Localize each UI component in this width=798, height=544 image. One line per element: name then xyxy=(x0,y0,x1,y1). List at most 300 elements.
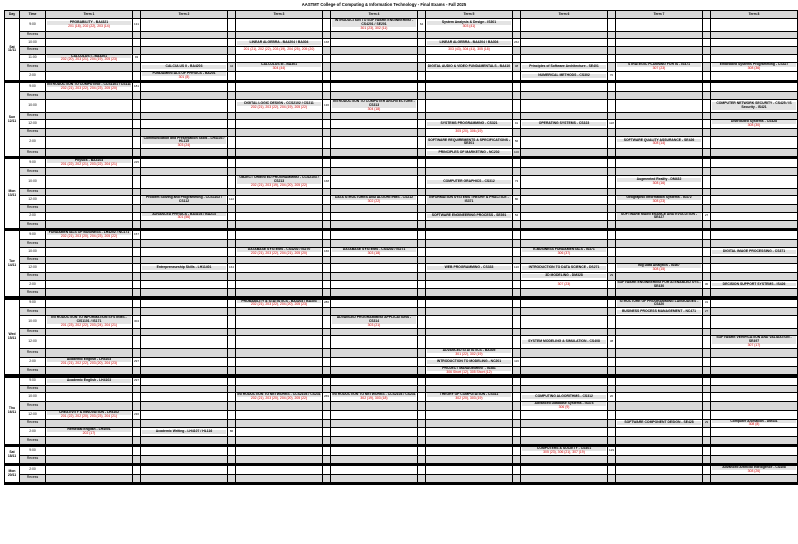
course-name: E-BUSINESS FUNDAMENTALS - IS371 xyxy=(522,248,606,252)
student-count xyxy=(323,212,331,221)
exam-cell-term-4 xyxy=(331,168,418,176)
exam-cell-term-2 xyxy=(141,289,228,297)
recess-label: Recess xyxy=(20,289,46,297)
exam-cell-term-6 xyxy=(521,299,608,308)
exam-cell-term-8 xyxy=(711,149,798,157)
course-name: SOFTWARE REQUIREMENTS & SPECIFICATIONS - SE301 xyxy=(427,137,511,146)
exam-cell-term-1 xyxy=(46,240,133,248)
student-count xyxy=(228,247,236,256)
section-list: 308 (23) xyxy=(652,199,666,203)
exam-cell-term-5 xyxy=(426,159,513,168)
student-count xyxy=(513,168,521,176)
student-count xyxy=(703,336,711,349)
student-count xyxy=(703,136,711,149)
student-count xyxy=(323,308,331,316)
student-count xyxy=(418,128,426,136)
exam-cell-term-5 xyxy=(426,240,513,248)
student-count xyxy=(513,289,521,297)
exam-cell-term-7 xyxy=(616,299,703,308)
student-count xyxy=(703,240,711,248)
student-count xyxy=(608,196,616,205)
exam-cell-term-3 xyxy=(236,188,323,196)
student-count xyxy=(133,221,141,229)
exam-cell-term-3 xyxy=(236,221,323,229)
exam-cell-term-6 xyxy=(521,348,608,357)
time-slot: 10:00 xyxy=(20,315,46,328)
student-count: 157 xyxy=(133,231,141,240)
schedule-row xyxy=(5,366,798,375)
recess-label: Recess xyxy=(20,31,46,39)
student-count: 52 xyxy=(513,212,521,221)
section-list: 201 (22), 202 (20), 203 (23), 204 (21) xyxy=(60,413,118,418)
student-count xyxy=(703,256,711,264)
exam-cell-term-3 xyxy=(236,19,323,32)
exam-cell-term-1 xyxy=(46,83,133,92)
exam-cell-term-7 xyxy=(616,204,703,212)
student-count xyxy=(323,149,331,157)
student-count xyxy=(418,348,426,357)
exam-cell-term-3 xyxy=(236,247,323,256)
exam-cell-term-4 xyxy=(331,401,418,410)
time-slot: 9:00 xyxy=(20,19,46,32)
student-count xyxy=(608,289,616,297)
time-slot: 2:00 xyxy=(20,357,46,366)
exam-cell-term-6 xyxy=(521,401,608,410)
exam-cell-term-3 xyxy=(236,401,323,410)
student-count xyxy=(703,456,711,464)
student-count xyxy=(228,112,236,120)
student-count xyxy=(228,136,236,149)
student-count xyxy=(228,39,236,47)
student-count xyxy=(228,308,236,316)
day-label: Sat 18/11 xyxy=(5,447,20,463)
exam-cell-term-8 xyxy=(711,315,798,328)
student-count xyxy=(228,256,236,264)
student-count xyxy=(323,410,331,419)
exam-cell-term-8 xyxy=(711,299,798,308)
course-name: INTRODUCTION TO COMPUTER ARCHITECTURE - CS313 xyxy=(333,98,415,107)
student-count xyxy=(418,196,426,205)
student-count xyxy=(323,112,331,120)
course-name: DATABASE SYSTEMS - CS4202 / IS270 xyxy=(237,248,321,252)
schedule-row xyxy=(5,112,798,120)
course-name: Communication and Presentation Skills - LH4103 / HL115 xyxy=(143,135,225,144)
schedule-row xyxy=(5,437,798,445)
exam-cell-term-3 xyxy=(236,289,323,297)
course-name: LINEAR ALGEBRA - BA4204 / BA304 xyxy=(427,41,511,45)
student-count xyxy=(418,175,426,188)
student-count xyxy=(323,54,331,63)
column-header: Term 6 xyxy=(521,11,608,19)
exam-cell-term-7 xyxy=(616,410,703,419)
exam-cell-term-3 xyxy=(236,437,323,445)
exam-cell-term-1 xyxy=(46,357,133,366)
student-count xyxy=(608,136,616,149)
student-count xyxy=(608,280,616,289)
exam-cell-term-8 xyxy=(711,240,798,248)
student-count xyxy=(323,280,331,289)
schedule-row xyxy=(5,72,798,81)
time-slot: 12:00 xyxy=(20,196,46,205)
student-count xyxy=(703,273,711,281)
recess-label: Recess xyxy=(20,168,46,176)
student-count xyxy=(513,385,521,393)
section-list: 305 (20), 306 (19) xyxy=(455,129,483,134)
section-list: 302 (22) xyxy=(367,199,381,203)
schedule-row xyxy=(5,428,798,437)
student-count: 166 xyxy=(323,247,331,256)
recess-label: Recess xyxy=(20,149,46,157)
exam-cell-term-5 xyxy=(426,357,513,366)
exam-cell-term-6 xyxy=(521,188,608,196)
exam-cell-term-6 xyxy=(521,31,608,39)
exam-cell-term-7 xyxy=(616,120,703,129)
exam-cell-term-7 xyxy=(616,280,703,289)
student-count xyxy=(228,328,236,336)
student-count xyxy=(323,419,331,428)
exam-cell-term-3 xyxy=(236,212,323,221)
student-count xyxy=(418,247,426,256)
course-name: INTRODUCTION TO COMPUTING - CCS1101 / CS111 xyxy=(47,82,131,87)
student-count xyxy=(608,204,616,212)
schedule-row xyxy=(5,120,798,129)
exam-cell-term-8 xyxy=(711,247,798,256)
exam-cell-term-1 xyxy=(46,159,133,168)
student-count xyxy=(418,401,426,410)
exam-cell-term-3 xyxy=(236,120,323,129)
exam-cell-term-7 xyxy=(616,419,703,428)
exam-cell-term-6 xyxy=(521,447,608,456)
student-count xyxy=(703,31,711,39)
exam-cell-term-3 xyxy=(236,264,323,273)
day-label: Thu 16/11 xyxy=(5,377,20,444)
section-list: 303 (18) xyxy=(367,250,381,255)
student-count xyxy=(133,204,141,212)
time-slot: 9:00 xyxy=(20,377,46,385)
exam-cell-term-2 xyxy=(141,328,228,336)
student-count xyxy=(418,466,426,475)
exam-cell-term-2 xyxy=(141,39,228,47)
student-count xyxy=(703,474,711,482)
exam-cell-term-4 xyxy=(331,366,418,375)
exam-cell-term-2 xyxy=(141,466,228,475)
exam-cell-term-5 xyxy=(426,136,513,149)
exam-cell-term-4 xyxy=(331,136,418,149)
exam-cell-term-1 xyxy=(46,264,133,273)
schedule-row xyxy=(5,447,798,456)
student-count xyxy=(323,474,331,482)
time-slot: 2:00 xyxy=(20,466,46,475)
section-list: 301 (56) xyxy=(177,215,191,220)
column-header xyxy=(608,11,616,19)
recess-label: Recess xyxy=(20,328,46,336)
recess-label: Recess xyxy=(20,63,46,72)
student-count xyxy=(133,280,141,289)
exam-cell-term-7 xyxy=(616,247,703,256)
student-count xyxy=(228,46,236,54)
student-count xyxy=(228,474,236,482)
schedule-row xyxy=(5,83,798,92)
exam-cell-term-8 xyxy=(711,428,798,437)
student-count xyxy=(608,456,616,464)
student-count xyxy=(133,212,141,221)
student-count xyxy=(513,256,521,264)
course-name: 3D MODELING - DM328 xyxy=(522,274,606,278)
student-count xyxy=(608,385,616,393)
exam-cell-term-7 xyxy=(616,240,703,248)
exam-cell-term-3 xyxy=(236,112,323,120)
exam-cell-term-7 xyxy=(616,264,703,273)
student-count xyxy=(418,273,426,281)
exam-cell-term-4 xyxy=(331,247,418,256)
exam-cell-term-3 xyxy=(236,357,323,366)
exam-cell-term-5 xyxy=(426,120,513,129)
student-count xyxy=(513,159,521,168)
student-count xyxy=(323,456,331,464)
exam-cell-term-2 xyxy=(141,474,228,482)
exam-cell-term-8 xyxy=(711,377,798,385)
student-count xyxy=(323,72,331,81)
exam-cell-term-2 xyxy=(141,112,228,120)
student-count xyxy=(608,188,616,196)
student-count xyxy=(418,280,426,289)
course-name: Embedded Systems Programming - CS427 xyxy=(712,63,796,67)
student-count xyxy=(323,204,331,212)
exam-cell-term-1 xyxy=(46,63,133,72)
student-count xyxy=(703,401,711,410)
student-count xyxy=(418,221,426,229)
exam-cell-term-7 xyxy=(616,315,703,328)
exam-cell-term-2 xyxy=(141,240,228,248)
section-list: 303 (43), 304 (41), 305 (18) xyxy=(448,47,490,52)
student-count xyxy=(513,54,521,63)
exam-cell-term-5 xyxy=(426,466,513,475)
student-count xyxy=(228,466,236,475)
exam-cell-term-6 xyxy=(521,46,608,54)
exam-cell-term-4 xyxy=(331,428,418,437)
course-name: STRUCTURE OF PROGRAMMING LANGUAGES - CS420 xyxy=(617,300,701,308)
exam-cell-term-2 xyxy=(141,221,228,229)
student-count xyxy=(418,393,426,402)
exam-cell-term-4 xyxy=(331,231,418,240)
exam-cell-term-3 xyxy=(236,63,323,72)
section-list: 307 (23) xyxy=(652,66,666,71)
student-count xyxy=(608,264,616,273)
course-name: OPERATING SYSTEMS - CS323 xyxy=(522,122,606,126)
student-count xyxy=(133,456,141,464)
student-count xyxy=(513,92,521,100)
course-name: INTRODUCTION TO NETWORKS - CCS2104 / CS231 xyxy=(332,392,416,397)
day-separator-line xyxy=(5,482,798,485)
exam-cell-term-1 xyxy=(46,136,133,149)
student-count xyxy=(133,366,141,375)
exam-cell-term-2 xyxy=(141,46,228,54)
day-label: Mon 13/11 xyxy=(5,159,20,229)
student-count xyxy=(323,46,331,54)
student-count xyxy=(323,31,331,39)
student-count xyxy=(703,377,711,385)
time-slot: 2:00 xyxy=(20,136,46,149)
exam-cell-term-1 xyxy=(46,128,133,136)
exam-cell-term-3 xyxy=(236,204,323,212)
student-count: 181 xyxy=(133,83,141,92)
recess-label: Recess xyxy=(20,112,46,120)
exam-cell-term-6 xyxy=(521,54,608,63)
exam-cell-term-8 xyxy=(711,308,798,316)
exam-cell-term-6 xyxy=(521,128,608,136)
student-count xyxy=(513,393,521,402)
exam-cell-term-5 xyxy=(426,112,513,120)
exam-cell-term-7 xyxy=(616,385,703,393)
exam-cell-term-1 xyxy=(46,385,133,393)
course-name: Computer Animation - DM431 xyxy=(712,420,796,424)
student-count xyxy=(228,188,236,196)
exam-cell-term-2 xyxy=(141,31,228,39)
exam-cell-term-8 xyxy=(711,437,798,445)
exam-cell-term-8 xyxy=(711,92,798,100)
exam-cell-term-6 xyxy=(521,377,608,385)
student-count xyxy=(513,348,521,357)
time-slot: 11:00 xyxy=(20,54,46,63)
student-count xyxy=(418,31,426,39)
section-list: 202 (17) xyxy=(82,431,96,436)
exam-cell-term-8 xyxy=(711,231,798,240)
exam-cell-term-3 xyxy=(236,196,323,205)
schedule-row xyxy=(5,221,798,229)
student-count xyxy=(703,447,711,456)
schedule-row xyxy=(5,175,798,188)
section-list: 303 (24) xyxy=(177,143,191,148)
student-count: 236 xyxy=(133,410,141,419)
exam-cell-term-4 xyxy=(331,175,418,188)
section-list: 202 (21), 203 (22), 204 (21), 205 (20) xyxy=(250,250,308,255)
course-name: INTRODUCTION TO NETWORKS - CCS2104 / CS231 xyxy=(237,392,321,397)
student-count xyxy=(418,447,426,456)
exam-cell-term-7 xyxy=(616,212,703,221)
exam-cell-term-5 xyxy=(426,92,513,100)
exam-cell-term-3 xyxy=(236,336,323,349)
student-count xyxy=(228,221,236,229)
exam-cell-term-1 xyxy=(46,19,133,32)
course-name: Problem Solving and Programming - CCS1102 / CS112 xyxy=(142,196,226,204)
exam-cell-term-6 xyxy=(521,437,608,445)
time-slot: 12:00 xyxy=(20,120,46,129)
student-count xyxy=(133,120,141,129)
exam-cell-term-8 xyxy=(711,273,798,281)
student-count xyxy=(703,466,711,475)
exam-cell-term-1 xyxy=(46,466,133,475)
exam-cell-term-6 xyxy=(521,428,608,437)
student-count xyxy=(608,128,616,136)
schedule-row xyxy=(5,168,798,176)
course-name: SOFTWARE ENGINEERING PROCESS - SE391 xyxy=(427,214,511,218)
exam-cell-term-1 xyxy=(46,447,133,456)
student-count xyxy=(228,54,236,63)
time-slot: 2:00 xyxy=(20,72,46,81)
student-count xyxy=(513,456,521,464)
student-count: 91 xyxy=(513,120,521,129)
exam-cell-term-4 xyxy=(331,83,418,92)
student-count xyxy=(228,19,236,32)
exam-cell-term-3 xyxy=(236,466,323,475)
student-count: 286 xyxy=(323,299,331,308)
course-name: COMPUTING ALGORITHMS - CS312 xyxy=(522,395,606,399)
section-list: 201 (21), 202 (22), 203 (19), 204 (25), 205 (20) xyxy=(243,47,315,52)
schedule-row xyxy=(5,456,798,464)
exam-cell-term-5 xyxy=(426,393,513,402)
student-count xyxy=(703,159,711,168)
exam-cell-term-5 xyxy=(426,456,513,464)
student-count xyxy=(323,264,331,273)
exam-cell-term-8 xyxy=(711,366,798,375)
day-label: Wed 15/11 xyxy=(5,299,20,375)
exam-cell-term-8 xyxy=(711,46,798,54)
student-count xyxy=(133,348,141,357)
schedule-row xyxy=(5,149,798,157)
student-count xyxy=(608,63,616,72)
student-count xyxy=(608,428,616,437)
student-count xyxy=(228,385,236,393)
section-list: 301 (8) xyxy=(178,75,190,80)
recess-label: Recess xyxy=(20,437,46,445)
exam-cell-term-4 xyxy=(331,299,418,308)
exam-cell-term-6 xyxy=(521,99,608,112)
schedule-row xyxy=(5,357,798,366)
student-count xyxy=(228,401,236,410)
schedule-row xyxy=(5,410,798,419)
schedule-row xyxy=(5,128,798,136)
exam-cell-term-8 xyxy=(711,280,798,289)
exam-cell-term-2 xyxy=(141,83,228,92)
exam-cell-term-2 xyxy=(141,168,228,176)
student-count xyxy=(703,437,711,445)
exam-cell-term-4 xyxy=(331,315,418,328)
student-count xyxy=(703,366,711,375)
exam-cell-term-3 xyxy=(236,159,323,168)
column-header: Term 2 xyxy=(141,11,228,19)
exam-cell-term-4 xyxy=(331,19,418,32)
student-count xyxy=(133,31,141,39)
section-list: 308 (8) xyxy=(748,422,760,427)
student-count xyxy=(513,204,521,212)
student-count xyxy=(228,366,236,375)
exam-cell-term-5 xyxy=(426,401,513,410)
student-count: 98 xyxy=(513,63,521,72)
course-name: Advanced Database Systems - IS374 xyxy=(522,402,606,406)
section-list: 202 (21), 203 (20), 204 (23), 205 (22) xyxy=(60,234,118,239)
student-count: 297 xyxy=(133,377,141,385)
exam-cell-term-3 xyxy=(236,419,323,428)
exam-cell-term-2 xyxy=(141,92,228,100)
exam-cell-term-4 xyxy=(331,54,418,63)
exam-cell-term-3 xyxy=(236,231,323,240)
student-count xyxy=(323,240,331,248)
exam-cell-term-7 xyxy=(616,99,703,112)
schedule-row xyxy=(5,196,798,205)
section-list: 308 (30) xyxy=(747,123,761,128)
day-separator xyxy=(5,482,798,485)
exam-cell-term-4 xyxy=(331,447,418,456)
student-count xyxy=(323,401,331,410)
exam-cell-term-6 xyxy=(521,336,608,349)
student-count xyxy=(323,231,331,240)
column-header xyxy=(703,11,711,19)
course-name: ADVANCED PROGRAMMING APPLICATIONS - CS314 xyxy=(332,316,416,324)
student-count xyxy=(228,456,236,464)
recess-label: Recess xyxy=(20,474,46,482)
schedule-row xyxy=(5,419,798,428)
schedule-row xyxy=(5,99,798,112)
